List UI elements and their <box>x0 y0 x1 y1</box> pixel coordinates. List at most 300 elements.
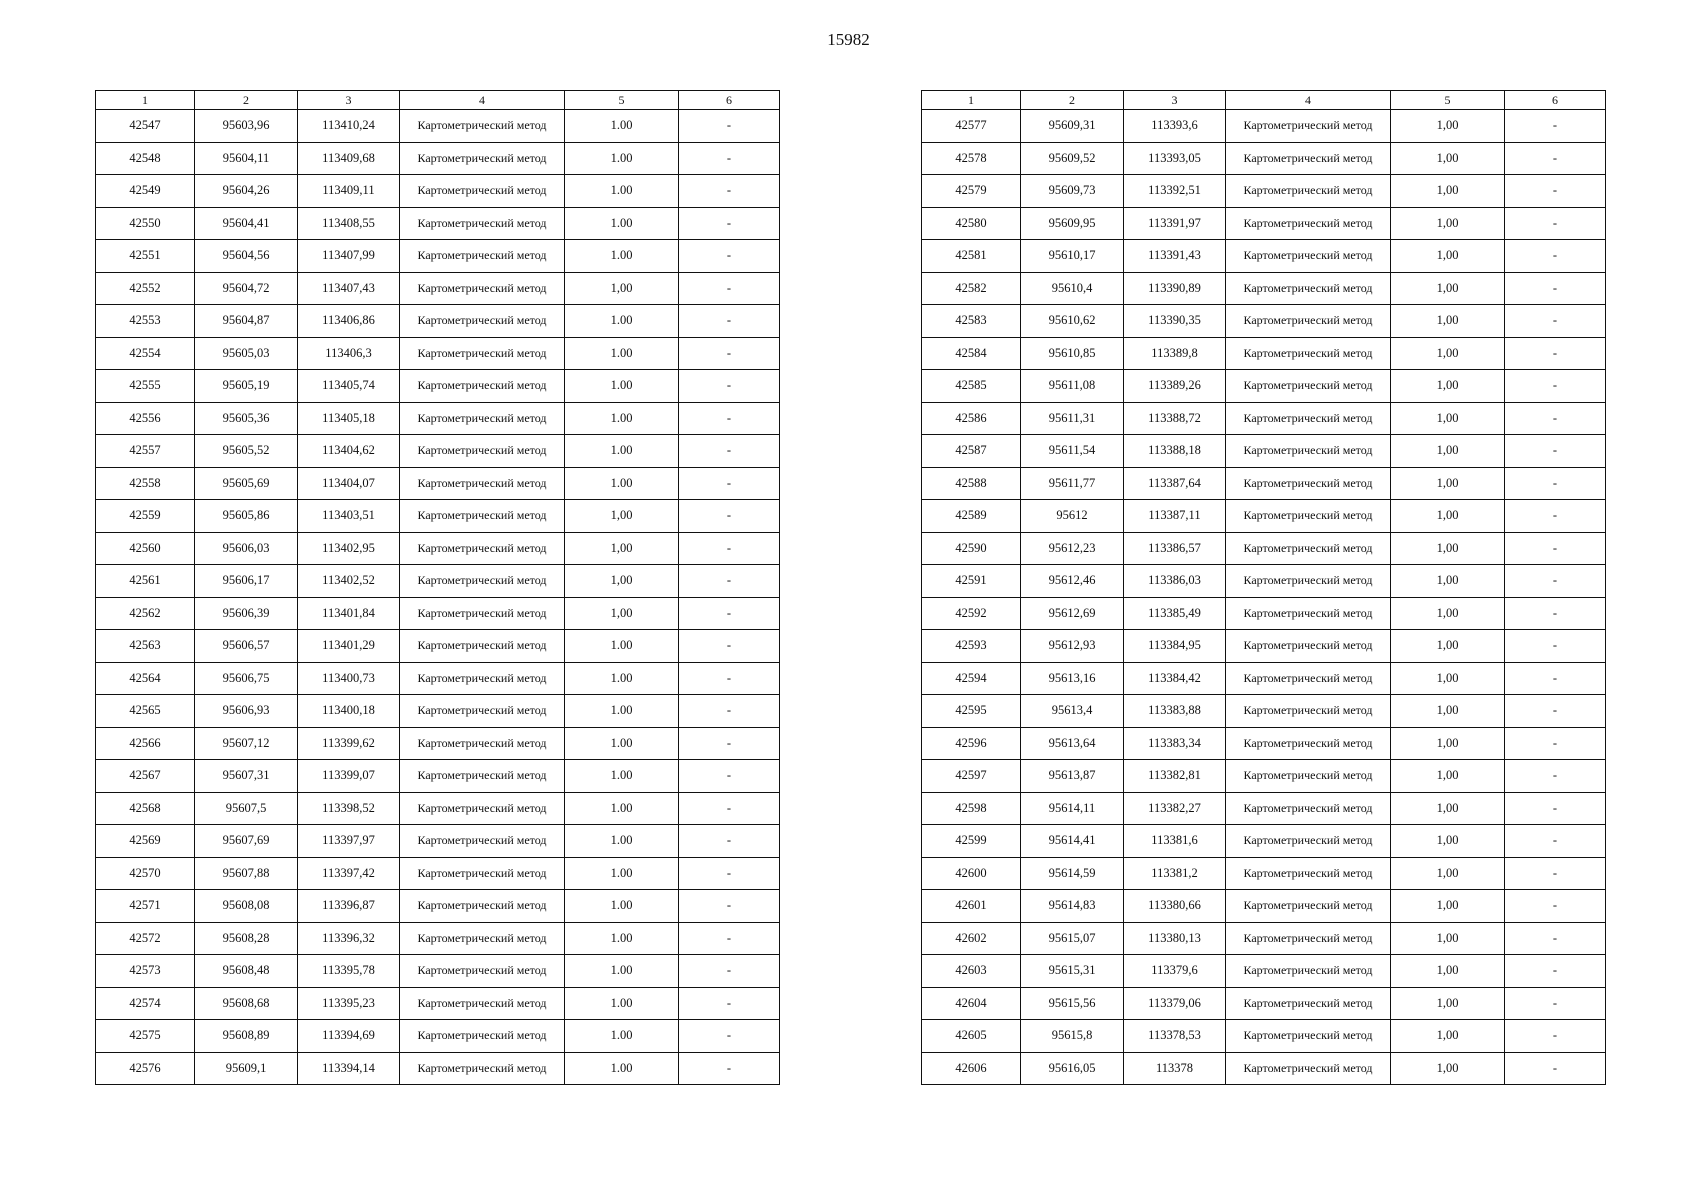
y-coordinate-cell: 113393,6 <box>1124 110 1226 143</box>
note-cell: - <box>1505 142 1606 175</box>
accuracy-cell: 1.00 <box>565 240 679 273</box>
y-coordinate-cell: 113391,97 <box>1124 207 1226 240</box>
table-row <box>96 825 780 858</box>
x-coordinate-cell: 95608,28 <box>195 922 298 955</box>
method-cell: Картометрический метод <box>400 792 565 825</box>
note-cell: - <box>1505 792 1606 825</box>
method-cell: Картометрический метод <box>400 370 565 403</box>
accuracy-cell: 1.00 <box>565 662 679 695</box>
point-number-cell: 42569 <box>96 825 195 858</box>
table-row <box>96 337 780 370</box>
point-number-cell: 42582 <box>922 272 1021 305</box>
y-coordinate-cell: 113402,95 <box>298 532 400 565</box>
method-cell: Картометрический метод <box>1226 727 1391 760</box>
x-coordinate-cell: 95607,31 <box>195 760 298 793</box>
accuracy-cell: 1.00 <box>565 727 679 760</box>
accuracy-cell: 1,00 <box>1391 1052 1505 1085</box>
table-row <box>922 565 1606 598</box>
method-cell: Картометрический метод <box>1226 370 1391 403</box>
y-coordinate-cell: 113406,86 <box>298 305 400 338</box>
method-cell: Картометрический метод <box>400 1052 565 1085</box>
method-cell: Картометрический метод <box>400 175 565 208</box>
accuracy-cell: 1,00 <box>1391 305 1505 338</box>
method-cell: Картометрический метод <box>1226 1020 1391 1053</box>
note-cell: - <box>1505 175 1606 208</box>
point-number-cell: 42565 <box>96 695 195 728</box>
point-number-cell: 42584 <box>922 337 1021 370</box>
y-coordinate-cell: 113397,97 <box>298 825 400 858</box>
column-header: 3 <box>1124 91 1226 110</box>
x-coordinate-cell: 95611,77 <box>1021 467 1124 500</box>
y-coordinate-cell: 113386,57 <box>1124 532 1226 565</box>
method-cell: Картометрический метод <box>400 272 565 305</box>
point-number-cell: 42562 <box>96 597 195 630</box>
method-cell: Картометрический метод <box>1226 922 1391 955</box>
table-row <box>96 110 780 143</box>
table-row <box>922 760 1606 793</box>
method-cell: Картометрический метод <box>1226 597 1391 630</box>
table-row <box>96 955 780 988</box>
point-number-cell: 42595 <box>922 695 1021 728</box>
method-cell: Картометрический метод <box>400 110 565 143</box>
note-cell: - <box>1505 272 1606 305</box>
note-cell: - <box>679 305 780 338</box>
table-row <box>922 955 1606 988</box>
x-coordinate-cell: 95605,69 <box>195 467 298 500</box>
table-row <box>922 1020 1606 1053</box>
point-number-cell: 42598 <box>922 792 1021 825</box>
y-coordinate-cell: 113397,42 <box>298 857 400 890</box>
table-row <box>96 890 780 923</box>
method-cell: Картометрический метод <box>1226 825 1391 858</box>
note-cell: - <box>1505 922 1606 955</box>
point-number-cell: 42572 <box>96 922 195 955</box>
note-cell: - <box>1505 1020 1606 1053</box>
page-number: 15982 <box>827 30 870 49</box>
table-row <box>922 532 1606 565</box>
y-coordinate-cell: 113383,88 <box>1124 695 1226 728</box>
note-cell: - <box>1505 207 1606 240</box>
x-coordinate-cell: 95608,48 <box>195 955 298 988</box>
accuracy-cell: 1,00 <box>1391 402 1505 435</box>
table-row <box>922 727 1606 760</box>
x-coordinate-cell: 95612,23 <box>1021 532 1124 565</box>
point-number-cell: 42602 <box>922 922 1021 955</box>
accuracy-cell: 1,00 <box>1391 630 1505 663</box>
y-coordinate-cell: 113408,55 <box>298 207 400 240</box>
accuracy-cell: 1,00 <box>1391 792 1505 825</box>
method-cell: Картометрический метод <box>400 890 565 923</box>
method-cell: Картометрический метод <box>400 662 565 695</box>
method-cell: Картометрический метод <box>400 142 565 175</box>
note-cell: - <box>679 175 780 208</box>
column-header: 4 <box>400 91 565 110</box>
point-number-cell: 42557 <box>96 435 195 468</box>
point-number-cell: 42583 <box>922 305 1021 338</box>
method-cell: Картометрический метод <box>1226 565 1391 598</box>
method-cell: Картометрический метод <box>1226 760 1391 793</box>
x-coordinate-cell: 95607,88 <box>195 857 298 890</box>
table-row <box>922 435 1606 468</box>
point-number-cell: 42570 <box>96 857 195 890</box>
method-cell: Картометрический метод <box>400 565 565 598</box>
x-coordinate-cell: 95613,64 <box>1021 727 1124 760</box>
x-coordinate-cell: 95604,41 <box>195 207 298 240</box>
table-row <box>96 370 780 403</box>
table-row <box>96 630 780 663</box>
y-coordinate-cell: 113390,35 <box>1124 305 1226 338</box>
method-cell: Картометрический метод <box>400 630 565 663</box>
point-number-cell: 42606 <box>922 1052 1021 1085</box>
x-coordinate-cell: 95610,85 <box>1021 337 1124 370</box>
accuracy-cell: 1,00 <box>1391 825 1505 858</box>
note-cell: - <box>679 142 780 175</box>
point-number-cell: 42585 <box>922 370 1021 403</box>
point-number-cell: 42605 <box>922 1020 1021 1053</box>
x-coordinate-cell: 95604,26 <box>195 175 298 208</box>
point-number-cell: 42596 <box>922 727 1021 760</box>
note-cell: - <box>1505 435 1606 468</box>
x-coordinate-cell: 95604,56 <box>195 240 298 273</box>
point-number-cell: 42564 <box>96 662 195 695</box>
y-coordinate-cell: 113382,81 <box>1124 760 1226 793</box>
accuracy-cell: 1,00 <box>1391 922 1505 955</box>
point-number-cell: 42571 <box>96 890 195 923</box>
y-coordinate-cell: 113386,03 <box>1124 565 1226 598</box>
accuracy-cell: 1,00 <box>1391 1020 1505 1053</box>
point-number-cell: 42604 <box>922 987 1021 1020</box>
y-coordinate-cell: 113380,13 <box>1124 922 1226 955</box>
header-row <box>922 91 1606 110</box>
point-number-cell: 42573 <box>96 955 195 988</box>
x-coordinate-cell: 95606,57 <box>195 630 298 663</box>
note-cell: - <box>1505 890 1606 923</box>
method-cell: Картометрический метод <box>400 597 565 630</box>
table-row <box>96 175 780 208</box>
y-coordinate-cell: 113404,07 <box>298 467 400 500</box>
accuracy-cell: 1,00 <box>1391 175 1505 208</box>
note-cell: - <box>679 890 780 923</box>
point-number-cell: 42600 <box>922 857 1021 890</box>
note-cell: - <box>679 630 780 663</box>
point-number-cell: 42580 <box>922 207 1021 240</box>
point-number-cell: 42548 <box>96 142 195 175</box>
table-row <box>96 922 780 955</box>
table-row <box>922 857 1606 890</box>
note-cell: - <box>1505 825 1606 858</box>
method-cell: Картометрический метод <box>1226 890 1391 923</box>
table-row <box>96 987 780 1020</box>
y-coordinate-cell: 113398,52 <box>298 792 400 825</box>
y-coordinate-cell: 113383,34 <box>1124 727 1226 760</box>
table-row <box>96 467 780 500</box>
table-row <box>96 500 780 533</box>
point-number-cell: 42566 <box>96 727 195 760</box>
accuracy-cell: 1,00 <box>565 597 679 630</box>
accuracy-cell: 1,00 <box>1391 695 1505 728</box>
column-header: 2 <box>1021 91 1124 110</box>
method-cell: Картометрический метод <box>400 760 565 793</box>
y-coordinate-cell: 113379,6 <box>1124 955 1226 988</box>
note-cell: - <box>1505 337 1606 370</box>
point-number-cell: 42581 <box>922 240 1021 273</box>
accuracy-cell: 1,00 <box>1391 240 1505 273</box>
accuracy-cell: 1.00 <box>565 402 679 435</box>
method-cell: Картометрический метод <box>1226 337 1391 370</box>
table-row <box>922 890 1606 923</box>
note-cell: - <box>1505 662 1606 695</box>
accuracy-cell: 1,00 <box>1391 890 1505 923</box>
point-number-cell: 42594 <box>922 662 1021 695</box>
x-coordinate-cell: 95612,93 <box>1021 630 1124 663</box>
y-coordinate-cell: 113388,18 <box>1124 435 1226 468</box>
column-header: 5 <box>565 91 679 110</box>
y-coordinate-cell: 113392,51 <box>1124 175 1226 208</box>
accuracy-cell: 1.00 <box>565 1052 679 1085</box>
table-row <box>922 922 1606 955</box>
accuracy-cell: 1,00 <box>1391 760 1505 793</box>
accuracy-cell: 1.00 <box>565 890 679 923</box>
method-cell: Картометрический метод <box>1226 305 1391 338</box>
note-cell: - <box>1505 370 1606 403</box>
column-header: 1 <box>922 91 1021 110</box>
point-number-cell: 42553 <box>96 305 195 338</box>
accuracy-cell: 1,00 <box>1391 435 1505 468</box>
point-number-cell: 42597 <box>922 760 1021 793</box>
point-number-cell: 42552 <box>96 272 195 305</box>
point-number-cell: 42549 <box>96 175 195 208</box>
x-coordinate-cell: 95612,46 <box>1021 565 1124 598</box>
y-coordinate-cell: 113381,2 <box>1124 857 1226 890</box>
x-coordinate-cell: 95609,95 <box>1021 207 1124 240</box>
method-cell: Картометрический метод <box>400 467 565 500</box>
y-coordinate-cell: 113399,62 <box>298 727 400 760</box>
table-row <box>96 272 780 305</box>
table-row <box>96 402 780 435</box>
x-coordinate-cell: 95609,73 <box>1021 175 1124 208</box>
y-coordinate-cell: 113387,64 <box>1124 467 1226 500</box>
method-cell: Картометрический метод <box>400 435 565 468</box>
note-cell: - <box>679 467 780 500</box>
method-cell: Картометрический метод <box>400 402 565 435</box>
point-number-cell: 42574 <box>96 987 195 1020</box>
y-coordinate-cell: 113388,72 <box>1124 402 1226 435</box>
note-cell: - <box>1505 1052 1606 1085</box>
point-number-cell: 42593 <box>922 630 1021 663</box>
x-coordinate-cell: 95609,31 <box>1021 110 1124 143</box>
point-number-cell: 42588 <box>922 467 1021 500</box>
method-cell: Картометрический метод <box>400 207 565 240</box>
accuracy-cell: 1,00 <box>1391 370 1505 403</box>
table-row <box>96 662 780 695</box>
x-coordinate-cell: 95604,87 <box>195 305 298 338</box>
note-cell: - <box>1505 857 1606 890</box>
note-cell: - <box>1505 240 1606 273</box>
y-coordinate-cell: 113378 <box>1124 1052 1226 1085</box>
table-row <box>96 142 780 175</box>
table-row <box>922 662 1606 695</box>
y-coordinate-cell: 113395,23 <box>298 987 400 1020</box>
y-coordinate-cell: 113385,49 <box>1124 597 1226 630</box>
note-cell: - <box>679 1052 780 1085</box>
y-coordinate-cell: 113407,99 <box>298 240 400 273</box>
note-cell: - <box>679 1020 780 1053</box>
method-cell: Картометрический метод <box>1226 402 1391 435</box>
accuracy-cell: 1,00 <box>1391 662 1505 695</box>
accuracy-cell: 1,00 <box>565 532 679 565</box>
accuracy-cell: 1,00 <box>1391 142 1505 175</box>
note-cell: - <box>1505 955 1606 988</box>
table-row <box>922 370 1606 403</box>
x-coordinate-cell: 95605,52 <box>195 435 298 468</box>
accuracy-cell: 1,00 <box>565 500 679 533</box>
note-cell: - <box>679 792 780 825</box>
x-coordinate-cell: 95612,69 <box>1021 597 1124 630</box>
accuracy-cell: 1,00 <box>1391 597 1505 630</box>
x-coordinate-cell: 95614,11 <box>1021 792 1124 825</box>
note-cell: - <box>1505 532 1606 565</box>
point-number-cell: 42554 <box>96 337 195 370</box>
method-cell: Картометрический метод <box>1226 792 1391 825</box>
note-cell: - <box>679 532 780 565</box>
y-coordinate-cell: 113399,07 <box>298 760 400 793</box>
note-cell: - <box>679 760 780 793</box>
table-row <box>96 695 780 728</box>
x-coordinate-cell: 95611,31 <box>1021 402 1124 435</box>
point-number-cell: 42589 <box>922 500 1021 533</box>
y-coordinate-cell: 113382,27 <box>1124 792 1226 825</box>
point-number-cell: 42559 <box>96 500 195 533</box>
y-coordinate-cell: 113390,89 <box>1124 272 1226 305</box>
x-coordinate-cell: 95611,54 <box>1021 435 1124 468</box>
point-number-cell: 42599 <box>922 825 1021 858</box>
x-coordinate-cell: 95615,31 <box>1021 955 1124 988</box>
x-coordinate-cell: 95608,08 <box>195 890 298 923</box>
accuracy-cell: 1.00 <box>565 922 679 955</box>
y-coordinate-cell: 113404,62 <box>298 435 400 468</box>
table-row <box>96 532 780 565</box>
table-row <box>96 792 780 825</box>
y-coordinate-cell: 113384,42 <box>1124 662 1226 695</box>
accuracy-cell: 1,00 <box>1391 857 1505 890</box>
method-cell: Картометрический метод <box>400 727 565 760</box>
point-number-cell: 42567 <box>96 760 195 793</box>
table-row <box>96 565 780 598</box>
method-cell: Картометрический метод <box>400 337 565 370</box>
x-coordinate-cell: 95606,75 <box>195 662 298 695</box>
y-coordinate-cell: 113401,84 <box>298 597 400 630</box>
note-cell: - <box>679 955 780 988</box>
table-row <box>922 695 1606 728</box>
note-cell: - <box>679 272 780 305</box>
column-header: 2 <box>195 91 298 110</box>
accuracy-cell: 1.00 <box>565 955 679 988</box>
x-coordinate-cell: 95606,03 <box>195 532 298 565</box>
point-number-cell: 42590 <box>922 532 1021 565</box>
x-coordinate-cell: 95615,56 <box>1021 987 1124 1020</box>
accuracy-cell: 1,00 <box>1391 565 1505 598</box>
accuracy-cell: 1.00 <box>565 760 679 793</box>
x-coordinate-cell: 95614,41 <box>1021 825 1124 858</box>
accuracy-cell: 1.00 <box>565 630 679 663</box>
column-header: 3 <box>298 91 400 110</box>
method-cell: Картометрический метод <box>1226 207 1391 240</box>
table-row <box>96 240 780 273</box>
point-number-cell: 42576 <box>96 1052 195 1085</box>
y-coordinate-cell: 113391,43 <box>1124 240 1226 273</box>
note-cell: - <box>679 597 780 630</box>
note-cell: - <box>1505 402 1606 435</box>
point-number-cell: 42577 <box>922 110 1021 143</box>
x-coordinate-cell: 95610,62 <box>1021 305 1124 338</box>
y-coordinate-cell: 113406,3 <box>298 337 400 370</box>
accuracy-cell: 1.00 <box>565 142 679 175</box>
note-cell: - <box>1505 727 1606 760</box>
point-number-cell: 42550 <box>96 207 195 240</box>
note-cell: - <box>1505 760 1606 793</box>
accuracy-cell: 1.00 <box>565 110 679 143</box>
accuracy-cell: 1.00 <box>565 825 679 858</box>
point-number-cell: 42568 <box>96 792 195 825</box>
point-number-cell: 42563 <box>96 630 195 663</box>
x-coordinate-cell: 95613,87 <box>1021 760 1124 793</box>
column-header: 5 <box>1391 91 1505 110</box>
note-cell: - <box>1505 565 1606 598</box>
x-coordinate-cell: 95608,68 <box>195 987 298 1020</box>
y-coordinate-cell: 113410,24 <box>298 110 400 143</box>
accuracy-cell: 1,00 <box>565 272 679 305</box>
point-number-cell: 42560 <box>96 532 195 565</box>
x-coordinate-cell: 95610,17 <box>1021 240 1124 273</box>
note-cell: - <box>1505 500 1606 533</box>
note-cell: - <box>679 727 780 760</box>
y-coordinate-cell: 113409,68 <box>298 142 400 175</box>
table-row <box>922 1052 1606 1085</box>
point-number-cell: 42587 <box>922 435 1021 468</box>
table-row <box>922 175 1606 208</box>
note-cell: - <box>679 922 780 955</box>
x-coordinate-cell: 95615,8 <box>1021 1020 1124 1053</box>
table-row <box>922 142 1606 175</box>
x-coordinate-cell: 95607,12 <box>195 727 298 760</box>
x-coordinate-cell: 95604,11 <box>195 142 298 175</box>
table-row <box>922 337 1606 370</box>
x-coordinate-cell: 95611,08 <box>1021 370 1124 403</box>
method-cell: Картометрический метод <box>1226 142 1391 175</box>
method-cell: Картометрический метод <box>1226 695 1391 728</box>
accuracy-cell: 1,00 <box>1391 272 1505 305</box>
header-row <box>96 91 780 110</box>
method-cell: Картометрический метод <box>400 305 565 338</box>
table-row <box>922 110 1606 143</box>
y-coordinate-cell: 113393,05 <box>1124 142 1226 175</box>
x-coordinate-cell: 95606,39 <box>195 597 298 630</box>
table-row <box>96 857 780 890</box>
x-coordinate-cell: 95614,59 <box>1021 857 1124 890</box>
note-cell: - <box>1505 467 1606 500</box>
y-coordinate-cell: 113395,78 <box>298 955 400 988</box>
accuracy-cell: 1,00 <box>1391 987 1505 1020</box>
x-coordinate-cell: 95609,1 <box>195 1052 298 1085</box>
y-coordinate-cell: 113396,32 <box>298 922 400 955</box>
table-row <box>96 435 780 468</box>
note-cell: - <box>679 857 780 890</box>
y-coordinate-cell: 113402,52 <box>298 565 400 598</box>
x-coordinate-cell: 95606,17 <box>195 565 298 598</box>
accuracy-cell: 1.00 <box>565 370 679 403</box>
accuracy-cell: 1.00 <box>565 207 679 240</box>
accuracy-cell: 1,00 <box>1391 532 1505 565</box>
